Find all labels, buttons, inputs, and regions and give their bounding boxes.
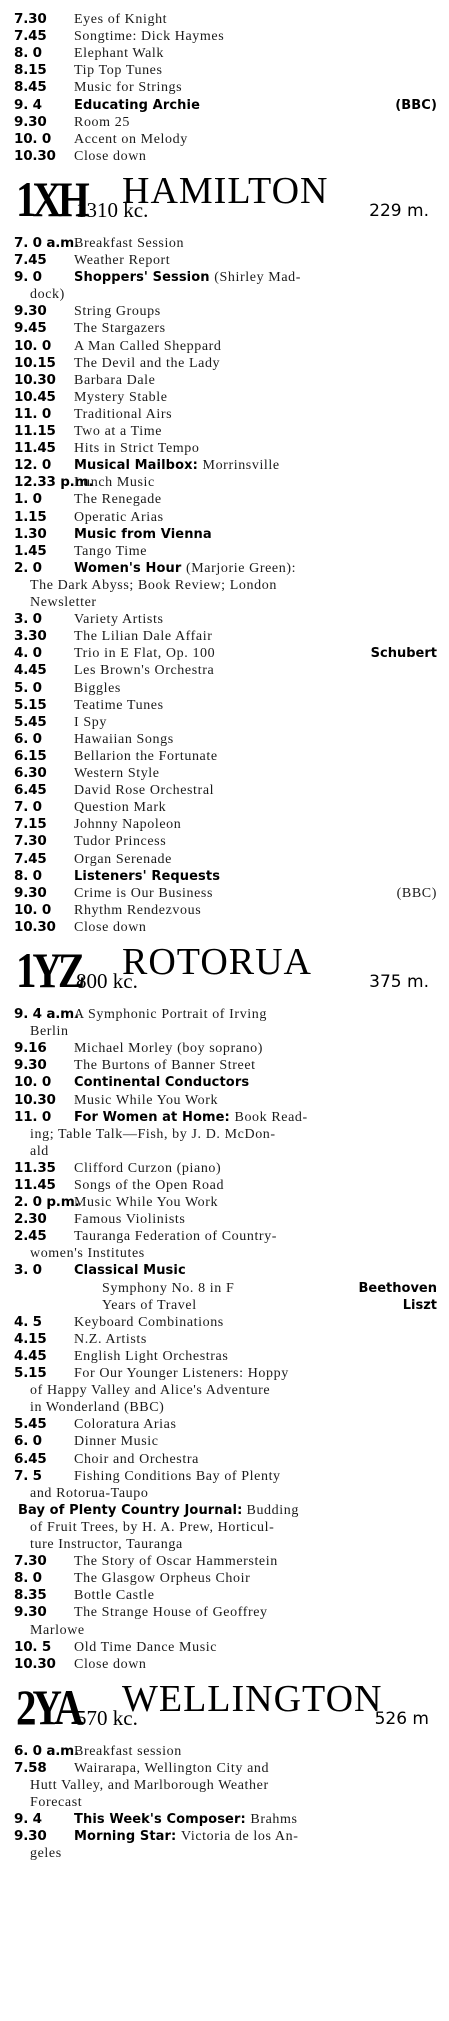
station-wavelength: 526 m [374, 1709, 429, 1729]
programme-continuation: dock) [30, 287, 65, 302]
programme-name: A Man Called Sheppard [74, 339, 222, 354]
programme-detail: Book Read- [234, 1110, 308, 1125]
programme-time: 3. 0 [14, 1262, 42, 1278]
programme-name: Clifford Curzon (piano) [74, 1161, 222, 1176]
programme-name: Tudor Princess [74, 834, 167, 849]
programme-row [0, 1844, 449, 1863]
station-call-sign: 1XH [16, 171, 86, 227]
programme-time: 6.45 [14, 782, 47, 798]
station-header [0, 1678, 449, 1736]
programme-time: 2.30 [14, 1211, 47, 1227]
programme-time: 5.15 [14, 697, 47, 713]
programme-title [74, 78, 441, 97]
programme-time: 1.45 [14, 543, 47, 559]
programme-continuation: of Happy Valley and Alice's Adventure [30, 1383, 271, 1398]
programme-name: Keyboard Combinations [74, 1315, 224, 1330]
programme-name: Famous Violinists [74, 1212, 186, 1227]
programme-credit: Schubert [370, 646, 437, 661]
programme-time: 7. 5 [14, 1468, 42, 1484]
programme-time: 6. 0 [14, 731, 42, 747]
station-city: HAMILTON [122, 170, 329, 212]
programme-name: This Week's Composer: [74, 1812, 246, 1827]
station-header [0, 941, 449, 999]
programme-title [74, 832, 441, 851]
programme-name: Hits in Strict Tempo [74, 441, 200, 456]
programme-name: Listeners' Requests [74, 869, 221, 884]
programme-time: 1.15 [14, 509, 47, 525]
programme-title [74, 147, 441, 166]
programme-time: 5. 0 [14, 680, 42, 696]
programme-time: 7.45 [14, 28, 47, 44]
programme-time: 5.45 [14, 1416, 47, 1432]
programme-name: Tip Top Tunes [74, 63, 163, 78]
programme-time: 9.30 [14, 1604, 47, 1620]
programme-name: Morning Star: [74, 1829, 177, 1844]
programme-name: Variety Artists [74, 612, 164, 627]
programme-name: A Symphonic Portrait of Irving [74, 1007, 267, 1022]
programme-time: 9.30 [14, 303, 47, 319]
programme-continuation: of Fruit Trees, by H. A. Prew, Horticul- [30, 1520, 275, 1535]
programme-time: 2. 0 p.m. [14, 1194, 80, 1210]
programme-time: 7.30 [14, 833, 47, 849]
programme-time: 2.45 [14, 1228, 47, 1244]
programme-name: Close down [74, 920, 147, 935]
programme-name: English Light Orchestras [74, 1349, 229, 1364]
programme-name: Musical Mailbox: [74, 458, 198, 473]
programme-row [0, 918, 449, 937]
programme-name: Operatic Arias [74, 510, 164, 525]
station-wavelength: 375 m. [369, 972, 429, 992]
programme-title [74, 1432, 441, 1451]
programme-credit: (BBC) [396, 886, 437, 901]
programme-name: I Spy [74, 715, 107, 730]
programme-time: 9.30 [14, 114, 47, 130]
programme-time: 8.45 [14, 79, 47, 95]
programme-name: Johnny Napoleon [74, 817, 182, 832]
station-wavelength: 229 m. [369, 201, 429, 221]
programme-name: Trio in E Flat, Op. 100 [74, 646, 216, 661]
programme-name: The Devil and the Lady [74, 356, 221, 371]
programme-time: 12.33 p.m. [14, 474, 94, 490]
programme-title [74, 319, 441, 338]
programme-title [74, 918, 441, 937]
programme-name: Classical Music [74, 1263, 186, 1278]
programme-time: 7.30 [14, 11, 47, 27]
programme-continuation: Hutt Valley, and Marlborough Weather [30, 1778, 269, 1793]
programme-continuation: Marlowe [30, 1623, 85, 1638]
programme-time: 8. 0 [14, 45, 42, 61]
programme-name: Mystery Stable [74, 390, 168, 405]
station-frequency: 570 kc. [76, 1706, 138, 1730]
programme-name: Breakfast Session [74, 236, 185, 251]
programme-row [0, 1261, 449, 1280]
programme-time: 11.45 [14, 1177, 56, 1193]
programme-name: The Stargazers [74, 321, 166, 336]
programme-time: 9. 0 [14, 269, 42, 285]
programme-row [0, 490, 449, 509]
programme-time: 11. 0 [14, 1109, 52, 1125]
programme-time: 1.30 [14, 526, 47, 542]
programme-time: 7.58 [14, 1760, 47, 1776]
programme-row [0, 1603, 449, 1622]
programme-credit: Liszt [402, 1298, 437, 1313]
programme-detail: Morrinsville [202, 458, 280, 473]
programme-continuation: The Dark Abyss; Book Review; London [30, 578, 277, 593]
programme-time: 9. 4 [14, 97, 42, 113]
programme-time: 10. 5 [14, 1639, 52, 1655]
programme-time: 9.45 [14, 320, 47, 336]
programme-time: 9.30 [14, 885, 47, 901]
programme-name: Michael Morley (boy soprano) [74, 1041, 264, 1056]
programme-title [74, 1603, 441, 1622]
programme-name: Music for Strings [74, 80, 183, 95]
programme-continuation: women's Institutes [30, 1246, 145, 1261]
programme-continuation: Newsletter [30, 595, 97, 610]
programme-time: 4. 0 [14, 645, 42, 661]
programme-credit: (BBC) [395, 98, 437, 113]
programme-title [74, 490, 441, 509]
programme-continuation: and Rotorua-Taupo [30, 1486, 149, 1501]
programme-name: Years of Travel [102, 1298, 197, 1313]
programme-time: 3. 0 [14, 611, 42, 627]
programme-name: Weather Report [74, 253, 171, 268]
programme-continuation: ing; Table Talk—Fish, by J. D. McDon- [30, 1127, 276, 1142]
programme-name: Fishing Conditions Bay of Plenty [74, 1469, 281, 1484]
programme-time: 9. 4 a.m. [14, 1006, 79, 1022]
programme-name: Close down [74, 149, 147, 164]
programme-row [0, 1432, 449, 1451]
programme-time: 4.15 [14, 1331, 47, 1347]
programme-heading: Bay of Plenty Country Journal: [18, 1503, 243, 1518]
programme-name: Educating Archie [74, 98, 200, 113]
programme-name: Room 25 [74, 115, 130, 130]
programme-time: 6.30 [14, 765, 47, 781]
programme-time: 10.30 [14, 372, 56, 388]
programme-time: 10.30 [14, 148, 56, 164]
programme-name: Music While You Work [74, 1093, 219, 1108]
programme-row [0, 1655, 449, 1674]
programme-name: Shoppers' Session [74, 270, 210, 285]
programme-title [74, 661, 441, 680]
programme-name: Old Time Dance Music [74, 1640, 218, 1655]
programme-name: Women's Hour [74, 561, 182, 576]
programme-name: Two at a Time [74, 424, 163, 439]
programme-name: Barbara Dale [74, 373, 156, 388]
programme-credit: Beethoven [358, 1281, 437, 1296]
programme-time: 10.45 [14, 389, 56, 405]
station-call-sign: 1YZ [16, 942, 82, 998]
programme-name: The Strange House of Geoffrey [74, 1605, 268, 1620]
programme-continuation: Forecast [30, 1795, 83, 1810]
programme-time: 1. 0 [14, 491, 42, 507]
programme-name: Accent on Melody [74, 132, 188, 147]
programme-time: 10. 0 [14, 338, 52, 354]
programme-row [0, 1073, 449, 1092]
programme-name: For Women at Home: [74, 1110, 230, 1125]
programme-time: 12. 0 [14, 457, 52, 473]
programme-time: 11.35 [14, 1160, 56, 1176]
programme-name: Continental Conductors [74, 1075, 250, 1090]
programme-time: 8. 0 [14, 868, 42, 884]
programme-detail: Brahms [250, 1812, 298, 1827]
programme-time: 10.30 [14, 1092, 56, 1108]
programme-time: 3.30 [14, 628, 47, 644]
programme-name: Choir and Orchestra [74, 1452, 199, 1467]
programme-title [74, 1655, 441, 1674]
programme-detail: (Marjorie Green): [186, 561, 297, 576]
programme-name: String Groups [74, 304, 161, 319]
programme-name: The Lilian Dale Affair [74, 629, 213, 644]
programme-row [0, 832, 449, 851]
programme-time: 10. 0 [14, 1074, 52, 1090]
programme-name: Bellarion the Fortunate [74, 749, 218, 764]
programme-detail: Victoria de los An- [180, 1829, 299, 1844]
programme-time: 10.30 [14, 919, 56, 935]
programme-time: 11.45 [14, 440, 56, 456]
programme-name: Music While You Work [74, 1195, 219, 1210]
programme-row [0, 319, 449, 338]
programme-time: 4.45 [14, 1348, 47, 1364]
programme-name: Rhythm Rendezvous [74, 903, 202, 918]
station-call-sign: 2YA [16, 1679, 80, 1735]
station-header [0, 170, 449, 228]
programme-time: 11.15 [14, 423, 56, 439]
programme-name: Organ Serenade [74, 852, 172, 867]
programme-name: Teatime Tunes [74, 698, 164, 713]
programme-time: 8.15 [14, 62, 47, 78]
programme-continuation: in Wonderland (BBC) [30, 1400, 165, 1415]
programme-time: 9.30 [14, 1828, 47, 1844]
programme-time: 11. 0 [14, 406, 52, 422]
programme-row [0, 661, 449, 680]
programme-name: Crime is Our Business [74, 886, 213, 901]
programme-name: The Renegade [74, 492, 162, 507]
station-frequency: 1310 kc. [76, 198, 149, 222]
programme-name: Close down [74, 1657, 147, 1672]
station-city: WELLINGTON [122, 1678, 383, 1720]
programme-name: Eyes of Knight [74, 12, 168, 27]
programme-name: Songs of the Open Road [74, 1178, 225, 1193]
programme-time: 9.30 [14, 1057, 47, 1073]
programme-row [0, 78, 449, 97]
programme-name: Bottle Castle [74, 1588, 155, 1603]
programme-name: Tango Time [74, 544, 148, 559]
programme-time: 10.30 [14, 1656, 56, 1672]
station-city: ROTORUA [122, 941, 312, 983]
programme-title [74, 1073, 441, 1092]
programme-name: Hawaiian Songs [74, 732, 174, 747]
programme-name: Western Style [74, 766, 160, 781]
programme-name: Music from Vienna [74, 527, 212, 542]
programme-time: 7. 0 [14, 799, 42, 815]
programme-name: Dinner Music [74, 1434, 159, 1449]
programme-title [74, 1261, 441, 1280]
programme-name: Coloratura Arias [74, 1417, 177, 1432]
programme-time: 6.15 [14, 748, 47, 764]
programme-time: 9. 4 [14, 1811, 42, 1827]
programme-time: 10. 0 [14, 902, 52, 918]
programme-time: 10.15 [14, 355, 56, 371]
programme-name: Wairarapa, Wellington City and [74, 1761, 270, 1776]
programme-name: Les Brown's Orchestra [74, 663, 215, 678]
programme-name: Tauranga Federation of Country- [74, 1229, 278, 1244]
programme-time: 5.15 [14, 1365, 47, 1381]
programme-time: 9.16 [14, 1040, 47, 1056]
programme-time: 8.35 [14, 1587, 47, 1603]
programme-time: 8. 0 [14, 1570, 42, 1586]
programme-time: 6.45 [14, 1451, 47, 1467]
programme-continuation: Berlin [30, 1024, 69, 1039]
programme-name: Symphony No. 8 in F [102, 1281, 235, 1296]
programme-time: 5.45 [14, 714, 47, 730]
programme-name: Question Mark [74, 800, 167, 815]
programme-time: 7.30 [14, 1553, 47, 1569]
programme-time: 4.45 [14, 662, 47, 678]
programme-name: David Rose Orchestral [74, 783, 215, 798]
programme-name: Elephant Walk [74, 46, 165, 61]
programme-time: 6. 0 [14, 1433, 42, 1449]
programme-time: 7.15 [14, 816, 47, 832]
programme-time: 4. 5 [14, 1314, 42, 1330]
programme-time: 10. 0 [14, 131, 52, 147]
programme-name: Lunch Music [74, 475, 155, 490]
programme-time: 7. 0 a.m. [14, 235, 79, 251]
programme-time: 7.45 [14, 252, 47, 268]
programme-name: Songtime: Dick Haymes [74, 29, 225, 44]
programme-name: The Burtons of Banner Street [74, 1058, 256, 1073]
programme-name: Breakfast session [74, 1744, 182, 1759]
programme-name: For Our Younger Listeners: Hoppy [74, 1366, 289, 1381]
programme-continuation: ture Instructor, Tauranga [30, 1537, 183, 1552]
programme-name: The Story of Oscar Hammerstein [74, 1554, 278, 1569]
programme-detail: (Shirley Mad- [214, 270, 302, 285]
programme-detail: Budding [246, 1503, 299, 1518]
programme-continuation: geles [30, 1846, 62, 1861]
station-frequency: 800 kc. [76, 969, 138, 993]
programme-continuation: ald [30, 1144, 49, 1159]
programme-name: Biggles [74, 681, 121, 696]
programme-name: The Glasgow Orpheus Choir [74, 1571, 251, 1586]
programme-row [0, 147, 449, 166]
programme-name: Traditional Airs [74, 407, 173, 422]
programme-time: 7.45 [14, 851, 47, 867]
programme-time: 2. 0 [14, 560, 42, 576]
programme-name: N.Z. Artists [74, 1332, 147, 1347]
programme-time: 6. 0 a.m. [14, 1743, 79, 1759]
